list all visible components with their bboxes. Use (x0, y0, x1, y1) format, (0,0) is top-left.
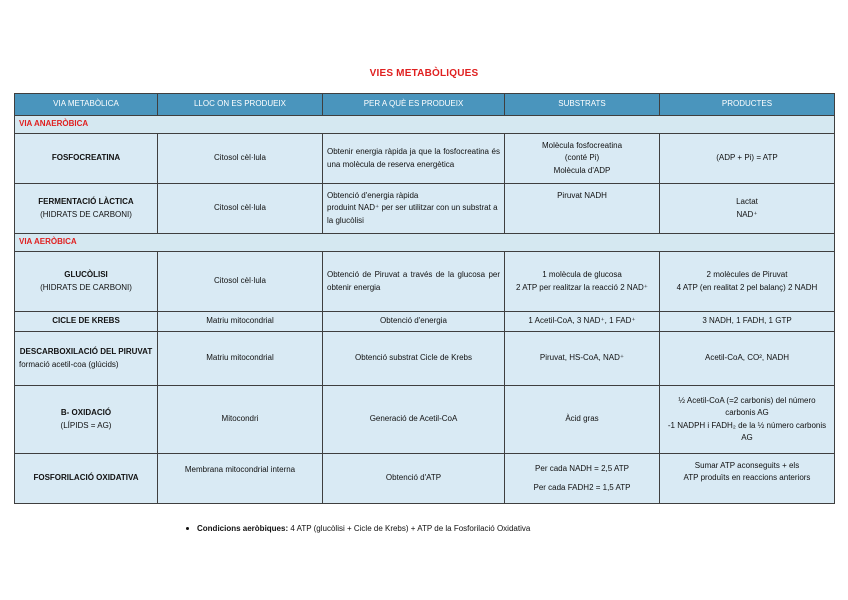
header-productes: PRODUCTES (660, 94, 835, 116)
row-place: Citosol cèl·lula (158, 252, 323, 312)
footnote-bullet (186, 524, 530, 533)
product-line: Lactat (736, 197, 758, 207)
row-name-sub: (HIDRATS DE CARBONI) (40, 209, 132, 219)
header-substrats: SUBSTRATS (505, 94, 660, 116)
row-substrates (505, 454, 660, 504)
purpose-line: produint NAD⁺ per ser utilitzar con un substrat a la glucòlisi (327, 203, 498, 225)
row-name (15, 184, 158, 234)
row-name-sub: (LÍPIDS = AG) (60, 420, 112, 430)
row-place: Citosol cèl·lula (158, 134, 323, 184)
row-place: Matriu mitocondrial (158, 312, 323, 332)
product-line: -1 NADPH i FADH₂ de la ½ número carbonis AG (667, 420, 827, 442)
product-line: NAD⁺ (736, 209, 758, 219)
row-name-main: DESCARBOXILACIÓ DEL PIRUVAT (19, 347, 153, 357)
table-row (15, 454, 835, 504)
row-name: CICLE DE KREBS (15, 312, 158, 332)
row-products: Acetil-CoA, CO², NADH (660, 332, 835, 386)
row-place: Mitocondri (158, 386, 323, 454)
row-name-sub: formació acetil-coa (glúcids) (19, 359, 119, 369)
product-line: Sumar ATP aconseguits + els (694, 461, 800, 470)
metabolic-pathways-table (14, 93, 835, 504)
row-name (15, 386, 158, 454)
product-line: ATP produïts en reaccions anteriors (683, 473, 811, 483)
row-place: Matriu mitocondrial (158, 332, 323, 386)
row-substrates: 1 Acetil-CoA, 3 NAD⁺, 1 FAD⁺ (505, 312, 660, 332)
substrate-line: 2 ATP per realitzar la reacció 2 NAD⁺ (516, 282, 648, 292)
row-purpose: Obtenció d'ATP (323, 454, 505, 504)
row-products (660, 454, 835, 504)
row-purpose: Obtenir energia ràpida ja que la fosfocreatina és una molècula de reserva energètica (323, 134, 505, 184)
row-purpose (323, 184, 505, 234)
row-substrates: Àcid gras (505, 386, 660, 454)
row-place: Membrana mitocondrial interna (158, 454, 323, 504)
header-per-a-que: PER A QUÈ ES PRODUEIX (323, 94, 505, 116)
section-aerobic: VIA AERÒBICA (15, 234, 835, 252)
row-purpose: Obtenció substrat Cicle de Krebs (323, 332, 505, 386)
section-anaerobic: VIA ANAERÒBICA (15, 116, 835, 134)
substrate-line: Molècula d'ADP (553, 165, 611, 175)
section-row-anaerobic (15, 116, 835, 134)
page-title: VIES METABÒLIQUES (369, 68, 479, 79)
bullet-dot (186, 527, 189, 530)
table-row (15, 332, 835, 386)
row-substrates (505, 134, 660, 184)
section-row-aerobic (15, 234, 835, 252)
table-row (15, 134, 835, 184)
product-line: ½ Acetil-CoA (=2 carbonis) del número carbonis AG (678, 395, 816, 418)
purpose-line: Obtenció d'energia ràpida (327, 190, 419, 200)
product-line: 2 molècules de Piruvat (706, 270, 788, 280)
row-name-main: FERMENTACIÓ LÀCTICA (38, 197, 134, 207)
product-line: 4 ATP (en realitat 2 pel balanç) 2 NADH (676, 282, 818, 292)
row-products: (ADP + Pi) = ATP (660, 134, 835, 184)
row-purpose: Obtenció d'energia (323, 312, 505, 332)
header-via-metabolica: VIA METABÒLICA (15, 94, 158, 116)
row-products: 3 NADH, 1 FADH, 1 GTP (660, 312, 835, 332)
row-products (660, 252, 835, 312)
substrate-line: Molècula fosfocreatina (541, 140, 623, 150)
row-name: FOSFOCREATINA (15, 134, 158, 184)
table-header-row (15, 94, 835, 116)
row-substrates: Piruvat NADH (505, 184, 660, 234)
substrate-line: 1 molècula de glucosa (542, 270, 622, 280)
row-name: FOSFORILACIÓ OXIDATIVA (15, 454, 158, 504)
substrate-line: (conté Pi) (564, 153, 600, 163)
row-name-main: B- OXIDACIÓ (60, 408, 112, 418)
row-purpose: Generació de Acetil-CoA (323, 386, 505, 454)
row-purpose: Obtenció de Piruvat a través de la glucosa per obtenir energia (323, 252, 505, 312)
table-row (15, 312, 835, 332)
row-place: Citosol cèl·lula (158, 184, 323, 234)
row-substrates: Piruvat, HS-CoA, NAD⁺ (505, 332, 660, 386)
substrate-line: Per cada FADH2 = 1,5 ATP (533, 482, 631, 492)
footnote-text: 4 ATP (glucòlisi + Cicle de Krebs) + ATP de la Fosforilació Oxidativa (288, 524, 531, 533)
header-lloc: LLOC ON ES PRODUEIX (158, 94, 323, 116)
row-name (15, 332, 158, 386)
row-substrates (505, 252, 660, 312)
table-row (15, 252, 835, 312)
row-name (15, 252, 158, 312)
row-name-main: GLUCÒLISI (64, 270, 108, 280)
table-row (15, 184, 835, 234)
footnote-bold: Condicions aeròbiques: (197, 524, 289, 533)
row-products (660, 184, 835, 234)
table-row (15, 386, 835, 454)
row-products (660, 386, 835, 454)
row-name-sub: (HIDRATS DE CARBONI) (40, 282, 132, 292)
substrate-line: Per cada NADH = 2,5 ATP (535, 464, 629, 474)
